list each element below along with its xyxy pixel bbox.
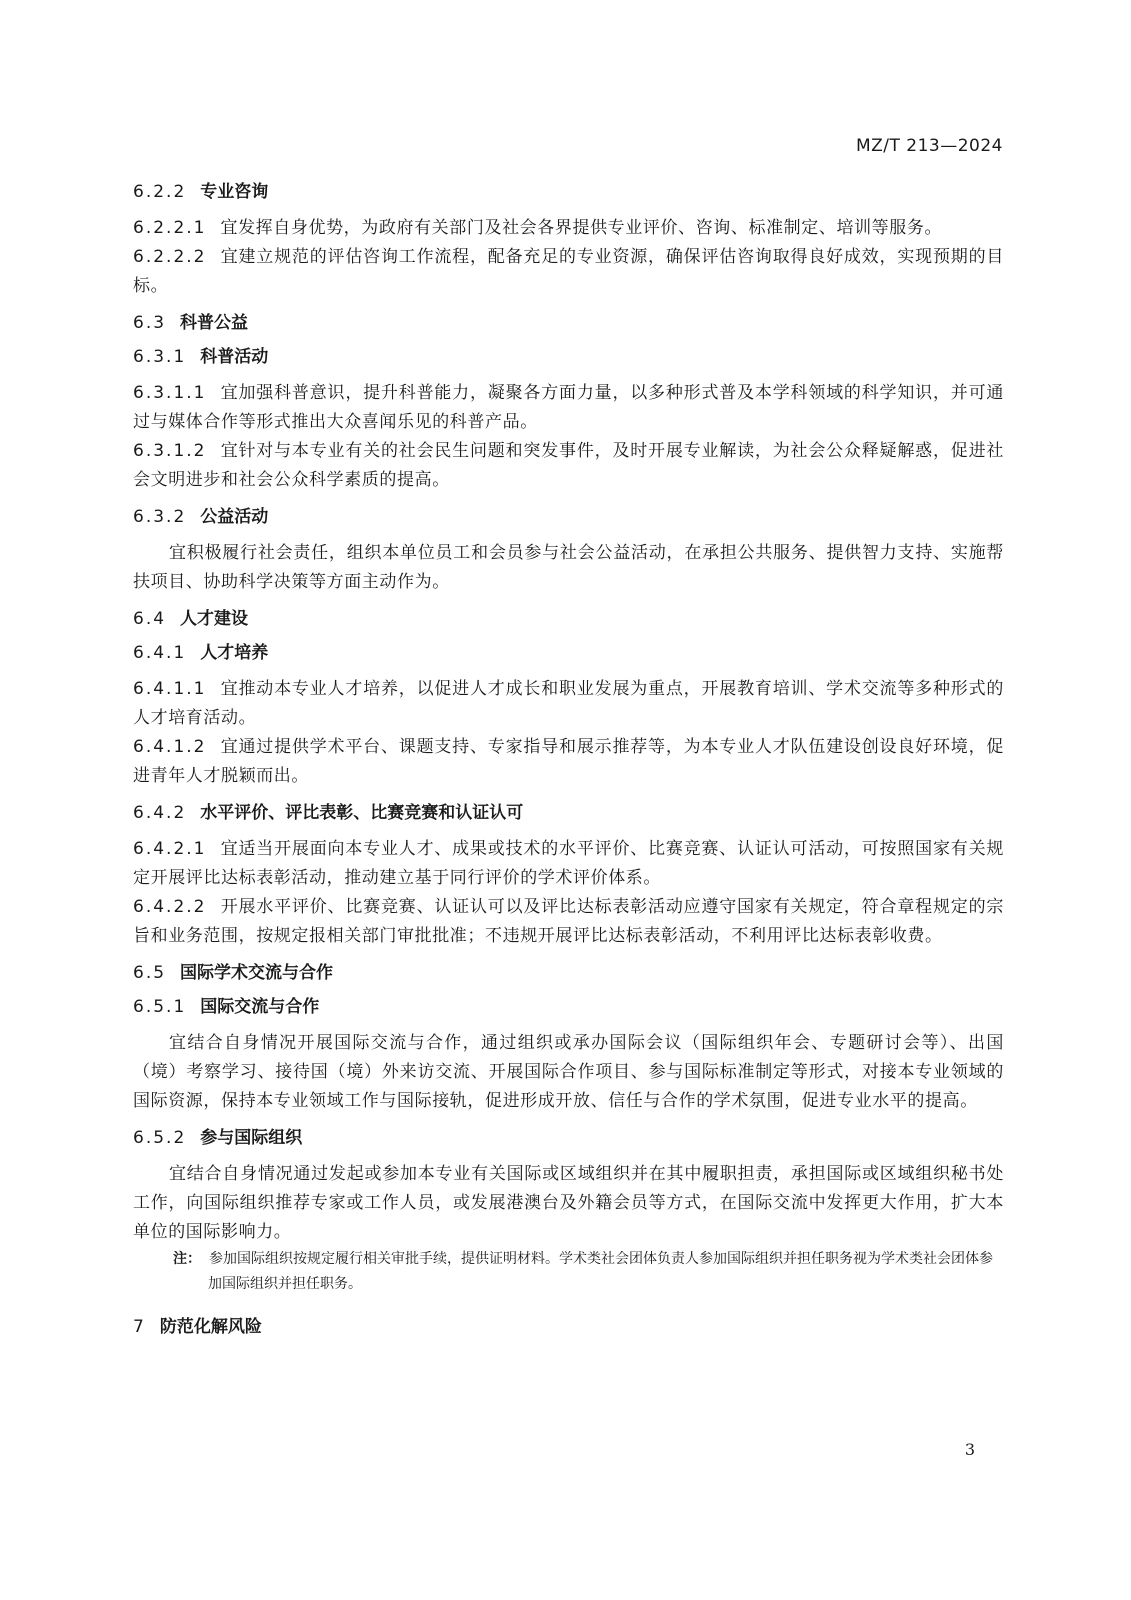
heading-6-2-2: 6.2.2 专业咨询 (133, 182, 269, 202)
heading-6-5-1: 6.5.1 国际交流与合作 (133, 997, 320, 1017)
heading-6-3-1: 6.3.1 科普活动 (133, 347, 269, 367)
clause-6-4-2-1: 6.4.2.1 宜适当开展面向本专业人才、成果或技术的水平评价、比赛竞赛、认证认可活动，可按照国家有关规定开展评比达标表彰活动，推动建立基于同行评价的学术评价体系。 (133, 839, 1004, 888)
document-body (133, 178, 1004, 1341)
clause-6-2-2-1: 6.2.2.1 宜发挥自身优势，为政府有关部门及社会各界提供专业评价、咨询、标准制定、培训等服务。 (133, 218, 943, 238)
clause-6-4-1-1: 6.4.1.1 宜推动本专业人才培养，以促进人才成长和职业发展为重点，开展教育培训、学术交流等多种形式的人才培育活动。 (133, 679, 1004, 728)
heading-6-4-1: 6.4.1 人才培养 (133, 643, 269, 663)
clause-6-4-2-2: 6.4.2.2 开展水平评价、比赛竞赛、认证认可以及评比达标表彰活动应遵守国家有关规定，符合章程规定的宗旨和业务范围，按规定报相关部门审批批准；不违规开展评比达标表彰活动，不利用评比达标表彰收费。 (133, 897, 1004, 946)
paragraph-6-5-1: 宜结合自身情况开展国际交流与合作，通过组织或承办国际会议（国际组织年会、专题研讨会等）、出国（境）考察学习、接待国（境）外来访交流、开展国际合作项目、参与国际标准制定等形式，对接本专业领域的国际资源，保持本专业领域工作与国际接轨，促进形成开放、信任与合作的学术氛围，促进专业水平的提高。 (133, 1033, 1004, 1111)
paragraph-6-3-2: 宜积极履行社会责任，组织本单位员工和会员参与社会公益活动，在承担公共服务、提供智力支持、实施帮扶项目、协助科学决策等方面主动作为。 (133, 543, 1004, 592)
note-text: 参加国际组织按规定履行相关审批手续，提供证明材料。学术类社会团体负责人参加国际组织并担任职务视为学术类社会团体参加国际组织并担任职务。 (208, 1251, 993, 1292)
clause-6-3-1-2: 6.3.1.2 宜针对与本专业有关的社会民生问题和突发事件，及时开展专业解读，为社会公众释疑解惑，促进社会文明进步和社会公众科学素质的提高。 (133, 441, 1004, 490)
paragraph-6-5-2: 宜结合自身情况通过发起或参加本专业有关国际或区域组织并在其中履职担责，承担国际或区域组织秘书处工作，向国际组织推荐专家或工作人员，或发展港澳台及外籍会员等方式，在国际交流中发挥更大作用，扩大本单位的国际影响力。 (133, 1164, 1004, 1242)
heading-6-3: 6.3 科普公益 (133, 313, 249, 333)
clause-6-4-1-2: 6.4.1.2 宜通过提供学术平台、课题支持、专家指导和展示推荐等，为本专业人才队伍建设创设良好环境，促进青年人才脱颖而出。 (133, 737, 1004, 786)
note (173, 1247, 1004, 1297)
heading-7: 7 防范化解风险 (133, 1317, 262, 1337)
clause-6-2-2-2: 6.2.2.2 宜建立规范的评估咨询工作流程，配备充足的专业资源，确保评估咨询取得良好成效，实现预期的目标。 (133, 247, 1004, 296)
heading-6-5-2: 6.5.2 参与国际组织 (133, 1128, 303, 1148)
heading-6-3-2: 6.3.2 公益活动 (133, 507, 269, 527)
heading-6-5: 6.5 国际学术交流与合作 (133, 963, 334, 983)
standard-code: MZ/T 213—2024 (855, 136, 1003, 156)
page-number: 3 (964, 1440, 975, 1459)
heading-6-4-2: 6.4.2 水平评价、评比表彰、比赛竞赛和认证认可 (133, 803, 524, 823)
heading-6-4: 6.4 人才建设 (133, 609, 249, 629)
note-label: 注： (173, 1251, 201, 1267)
clause-6-3-1-1: 6.3.1.1 宜加强科普意识，提升科普能力，凝聚各方面力量，以多种形式普及本学科领域的科学知识，并可通过与媒体合作等形式推出大众喜闻乐见的科普产品。 (133, 383, 1004, 432)
